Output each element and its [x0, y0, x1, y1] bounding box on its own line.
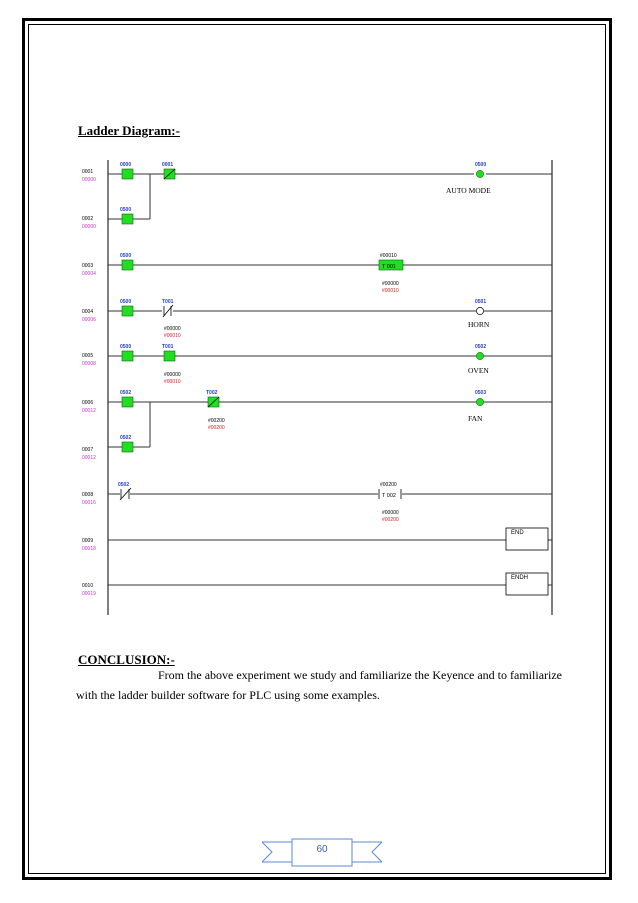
contact-value: #00010	[164, 333, 181, 339]
coil-tag: 0502	[475, 344, 487, 350]
rung-address: 00008	[82, 361, 96, 367]
ladder-diagram-heading: Ladder Diagram:-	[78, 123, 180, 138]
rung-address: 00018	[82, 546, 96, 552]
contact-tag: 0502	[120, 435, 132, 441]
rung-number: 0010	[82, 583, 94, 589]
contact-tag: 0500	[120, 344, 132, 350]
rung-3	[108, 253, 552, 294]
contact-tag: 0500	[120, 207, 132, 213]
rung-number: 0001	[82, 169, 94, 175]
contact-value: #00200	[208, 425, 225, 431]
coil-label-fan: FAN	[468, 414, 483, 423]
no-contact-0502	[122, 397, 133, 407]
rung-4	[108, 299, 552, 339]
timer-current-value: #00000	[382, 281, 399, 287]
rung-address: 00016	[82, 500, 96, 506]
timer-current-value: #00000	[382, 510, 399, 516]
rung-number: 0005	[82, 353, 94, 359]
contact-tag: 0001	[162, 162, 174, 168]
rung-number: 0006	[82, 400, 94, 406]
rung-labels	[82, 169, 96, 597]
rung-address: 00000	[82, 177, 96, 183]
contact-value: #00000	[164, 372, 181, 378]
page-number: 60	[316, 844, 328, 855]
contact-tag: 0000	[120, 162, 132, 168]
rung-9	[108, 528, 552, 550]
coil-label-oven: OVEN	[468, 366, 489, 375]
banner-right-ribbon	[352, 842, 382, 862]
ladder-diagram	[78, 155, 558, 615]
rung-address: 00004	[82, 271, 96, 277]
contact-tag: T001	[162, 344, 174, 350]
rung-1	[108, 162, 552, 224]
rung-number: 0003	[82, 263, 94, 269]
rung-number: 0009	[82, 538, 94, 544]
rung-10	[108, 573, 552, 595]
timer-preset: #00010	[380, 253, 397, 259]
rung-address: 00012	[82, 455, 96, 461]
endh-label: ENDH	[511, 575, 529, 581]
contact-tag: 0500	[120, 299, 132, 305]
timer-preset: #00200	[380, 482, 397, 488]
end-label: END	[511, 530, 524, 536]
contact-value: #00000	[164, 326, 181, 332]
no-contact-0500	[122, 260, 133, 270]
rung-address: 00000	[82, 224, 96, 230]
no-contact-0502	[122, 442, 133, 452]
contact-value: #00010	[164, 379, 181, 385]
coil-label-auto-mode: AUTO MODE	[446, 186, 491, 195]
coil-0503	[476, 398, 483, 405]
contact-tag: 0502	[118, 482, 130, 488]
rung-6	[108, 390, 552, 452]
coil-0502	[476, 352, 483, 359]
rung-number: 0008	[82, 492, 94, 498]
rung-address: 00019	[82, 591, 96, 597]
timer-t001-name: T 001	[382, 264, 396, 270]
contact-tag: T001	[162, 299, 174, 305]
no-contact-0500	[122, 351, 133, 361]
contact-tag: 0500	[120, 253, 132, 259]
coil-tag: 0500	[475, 162, 487, 168]
no-contact-0500	[122, 306, 133, 316]
coil-label-horn: HORN	[468, 320, 490, 329]
contact-tag: 0502	[120, 390, 132, 396]
no-contact-0500	[122, 214, 133, 224]
rung-number: 0002	[82, 216, 94, 222]
banner-left-ribbon	[262, 842, 292, 862]
rung-address: 00006	[82, 317, 96, 323]
contact-tag: T002	[206, 390, 218, 396]
no-contact-t001	[164, 351, 175, 361]
rung-8	[108, 482, 552, 523]
no-contact-0000	[122, 169, 133, 179]
coil-tag: 0501	[475, 299, 487, 305]
rung-number: 0004	[82, 309, 94, 315]
contact-value: #00200	[208, 418, 225, 424]
timer-setting-value: #00200	[382, 517, 399, 523]
timer-t002-name: T 002	[382, 493, 396, 499]
coil-0500	[476, 170, 483, 177]
rung-number: 0007	[82, 447, 94, 453]
timer-setting-value: #00010	[382, 288, 399, 294]
rung-address: 00012	[82, 408, 96, 414]
rung-5	[108, 344, 552, 385]
coil-0501	[476, 307, 483, 314]
nc-contact-t001	[163, 305, 173, 317]
coil-tag: 0503	[475, 390, 487, 396]
conclusion-text: From the above experiment we study and familiarize the Keyence and to familiarize with the ladder builder software for PLC using some examples.	[76, 668, 562, 702]
conclusion-heading: CONCLUSION:-	[78, 652, 175, 667]
